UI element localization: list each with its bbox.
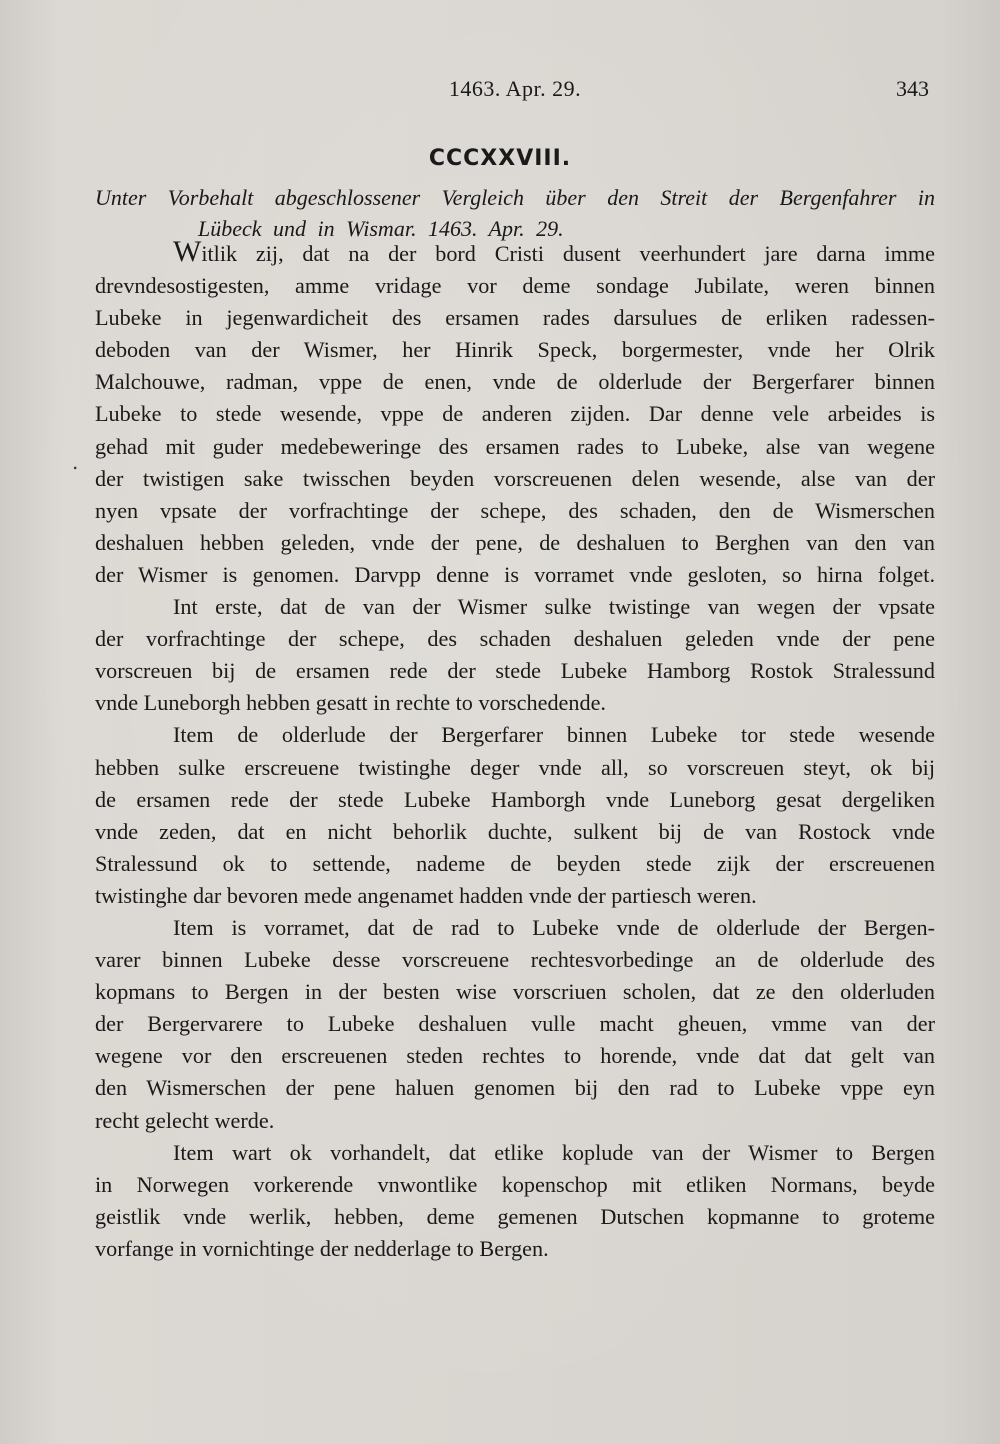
text-line: Malchouwe, radman, vppe de enen, vnde de olderlude der Bergerfarer binnen (95, 369, 935, 395)
text-line: den Wismerschen der pene haluen genomen bij den rad to Lubeke vppe eyn (95, 1075, 935, 1101)
text-line: Int erste, dat de van der Wismer sulke twistinge van wegen der vpsate (173, 594, 935, 620)
text-line: de ersamen rede der stede Lubeke Hamborgh vnde Luneborg gesat dergeliken (95, 786, 935, 812)
text-line: kopmans to Bergen in der besten wise vorscriuen scholen, dat ze den olderluden (95, 979, 935, 1005)
text-line: wegene vor den erscreuenen steden rechtes to horende, vnde dat dat gelt van (95, 1043, 935, 1069)
text-line: drevndesostigesten, amme vridage vor deme sondage Jubilate, weren binnen (95, 273, 935, 299)
text-line: der Wismer is genomen. Darvpp denne is vorramet vnde gesloten, so hirna folget. (95, 561, 935, 587)
margin-dot: . (72, 450, 79, 474)
paragraph-3 (95, 719, 935, 912)
page-number: 343 (896, 76, 929, 101)
text-line: der vorfrachtinge der schepe, des schaden deshaluen geleden vnde der pene (95, 626, 935, 652)
text-line: vnde zeden, dat en nicht behorlik duchte, sulkent bij de van Rostock vnde (95, 818, 935, 844)
text-line: vorfange in vornichtinge der nedderlage to Bergen. (95, 1235, 549, 1261)
text-line: deshaluen hebben geleden, vnde der pene, de deshaluen to Berghen van den van (95, 529, 935, 555)
heading-line-1: Unter Vorbehalt abgeschlossener Vergleich über den Streit der Bergenfahrer in (95, 185, 935, 210)
text-line: vnde Luneborgh hebben gesatt in rechte to vorschedende. (95, 690, 606, 716)
paragraph-4 (95, 912, 935, 1137)
running-head-date: 1463. Apr. 29. (448, 76, 582, 101)
text-line: vorscreuen bij de ersamen rede der stede Lubeke Hamborg Rostok Stralessund (95, 658, 935, 684)
text-line: twistinghe dar bevoren mede angenamet hadden vnde der partiesch weren. (95, 882, 757, 908)
text-line: hebben sulke erscreuene twistinghe deger vnde all, so vorscreuen steyt, ok bij (95, 754, 935, 780)
running-head (95, 76, 935, 106)
text-line: geistlik vnde werlik, hebben, deme gemenen Dutschen kopmanne to groteme (95, 1203, 935, 1229)
text-line: Stralessund ok to settende, nademe de beyden stede zijk der erscreuenen (95, 850, 935, 876)
text-line: der Bergervarere to Lubeke deshaluen vulle macht gheuen, vmme van der (95, 1011, 935, 1037)
text-line: recht gelecht werde. (95, 1107, 275, 1133)
text-line: Lubeke to stede wesende, vppe de anderen zijden. Dar denne vele arbeides is (95, 401, 935, 427)
text-line: der twistigen sake twisschen beyden vorscreuenen delen wesende, alse van der (95, 465, 935, 491)
paragraph-5 (95, 1137, 935, 1265)
text-line: varer binnen Lubeke desse vorscreuene rechtesvorbedinge an de olderlude des (95, 947, 935, 973)
document-heading (95, 182, 935, 244)
text-line: Item is vorramet, dat de rad to Lubeke vnde de olderlude der Bergen- (173, 914, 935, 940)
body-text (95, 235, 935, 1265)
text-line: Lubeke in jegenwardicheit des ersamen rades darsulues de erliken radessen- (95, 305, 935, 331)
text-line: Item de olderlude der Bergerfarer binnen Lubeke tor stede wesende (173, 722, 935, 748)
document-number: CCCXXVIII. (428, 146, 572, 171)
text-line: Witlik zij, dat na der bord Cristi dusent veerhundert jare darna imme (173, 235, 935, 268)
paragraph-1 (95, 235, 935, 591)
text-line: nyen vpsate der vorfrachtinge der schepe, des schaden, den de Wismerschen (95, 497, 935, 523)
text-line: gehad mit guder medebeweringe des ersamen rades to Lubeke, alse van wegene (95, 433, 935, 459)
drop-cap: W (173, 235, 202, 268)
text-line: deboden van der Wismer, her Hinrik Speck, borgermester, vnde her Olrik (95, 337, 935, 363)
heading-line-2: Lübeck und in Wismar. 1463. Apr. 29. (198, 216, 564, 241)
paragraph-2 (95, 591, 935, 719)
text-line: in Norwegen vorkerende vnwontlike kopenschop mit etliken Normans, beyde (95, 1171, 935, 1197)
text-line: Item wart ok vorhandelt, dat etlike koplude van der Wismer to Bergen (173, 1139, 935, 1165)
